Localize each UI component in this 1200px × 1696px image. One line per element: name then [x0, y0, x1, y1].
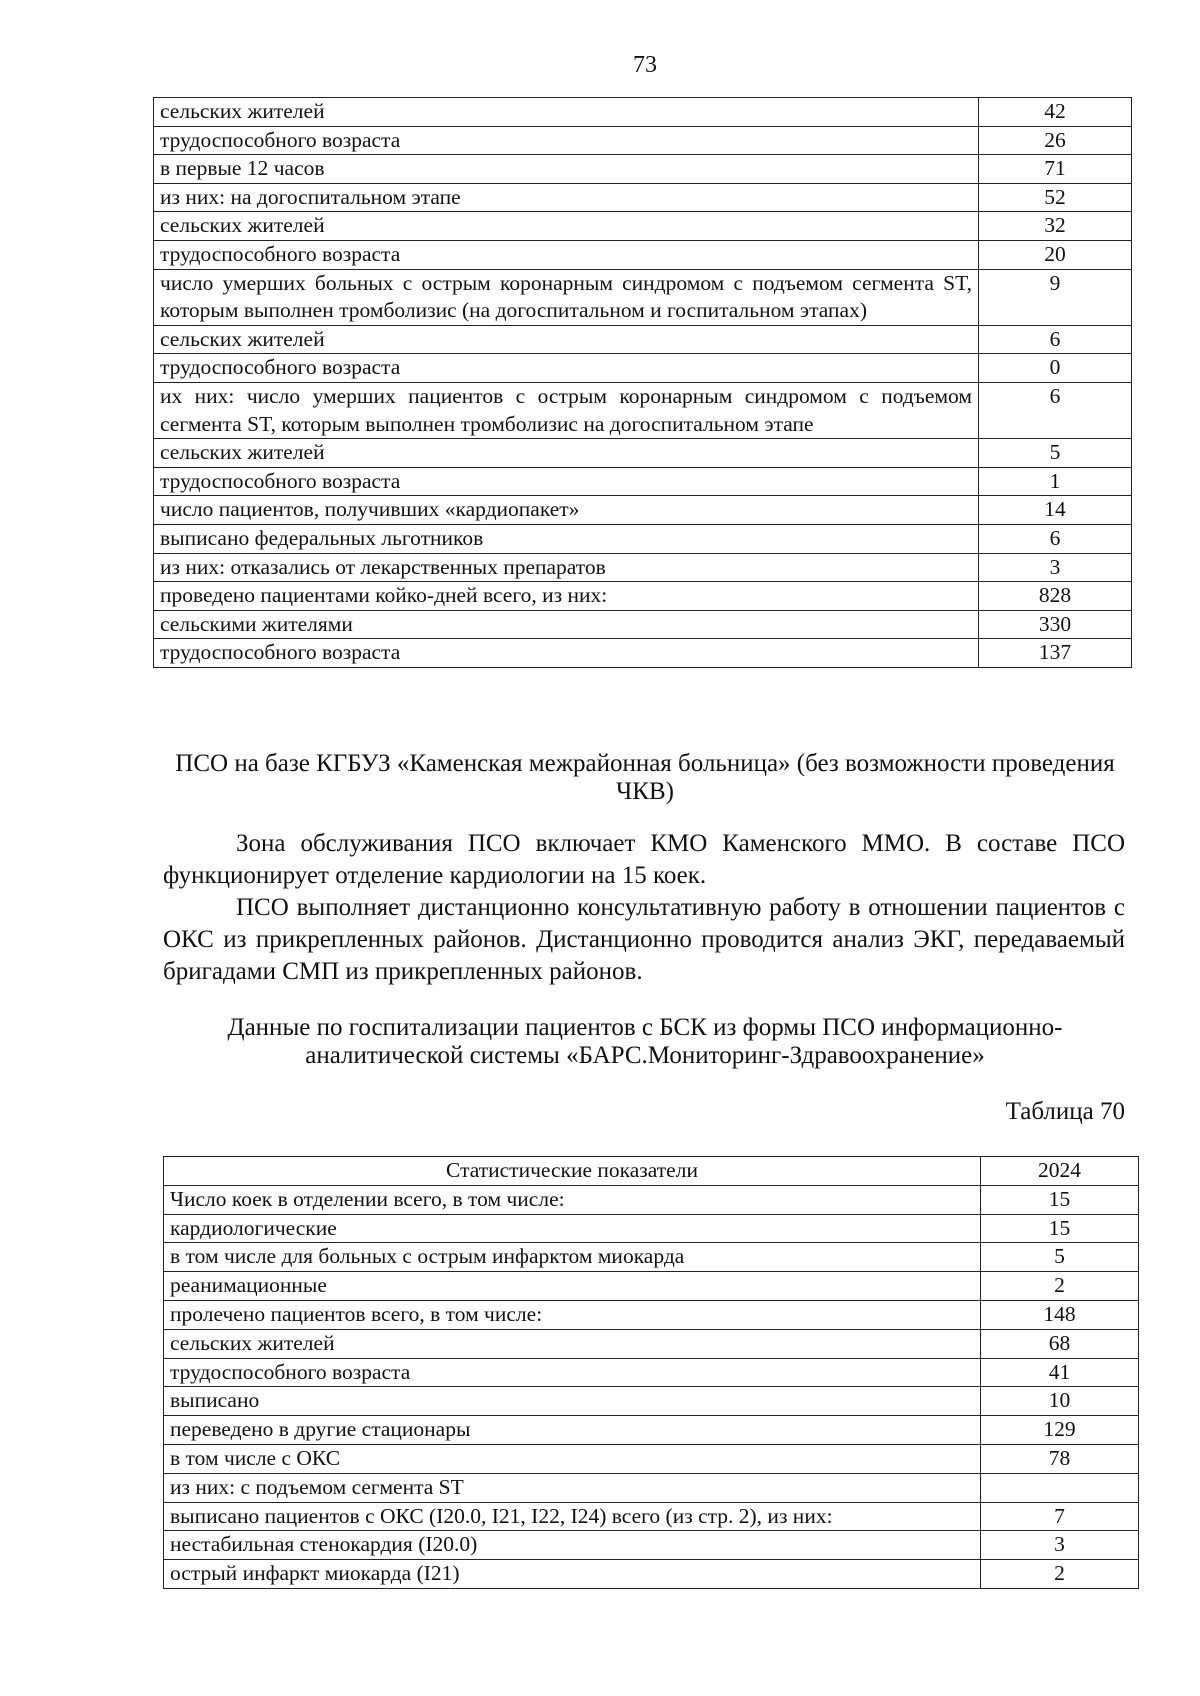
row-value: 71: [979, 155, 1132, 184]
row-label: сельских жителей: [154, 325, 979, 354]
table-row: [154, 126, 1132, 155]
table-row: [154, 496, 1132, 525]
row-label: число пациентов, получивших «кардиопакет»: [154, 496, 979, 525]
continuation-table: [153, 97, 1132, 668]
table-row: [154, 382, 1132, 438]
row-value: 42: [979, 98, 1132, 127]
table-row: [154, 240, 1132, 269]
table-row: [164, 1185, 1139, 1214]
row-label: сельских жителей: [154, 439, 979, 468]
row-value: 137: [979, 639, 1132, 668]
header-year: 2024: [981, 1157, 1139, 1186]
row-label: в первые 12 часов: [154, 155, 979, 184]
row-label: сельских жителей: [154, 98, 979, 127]
row-value: 129: [981, 1416, 1139, 1445]
row-label: трудоспособного возраста: [154, 354, 979, 383]
table-row: [164, 1560, 1139, 1589]
row-label: реанимационные: [164, 1272, 981, 1301]
row-value: 15: [981, 1214, 1139, 1243]
row-value: 330: [979, 610, 1132, 639]
row-label: из них: с подъемом сегмента ST: [164, 1473, 981, 1502]
row-value: 52: [979, 183, 1132, 212]
row-label: нестабильная стенокардия (I20.0): [164, 1531, 981, 1560]
row-label: сельских жителей: [154, 212, 979, 241]
row-value: 9: [979, 269, 1132, 325]
row-value: 15: [981, 1185, 1139, 1214]
table-row: [154, 212, 1132, 241]
row-value: 6: [979, 325, 1132, 354]
table-row: [164, 1387, 1139, 1416]
row-value: 14: [979, 496, 1132, 525]
row-label: трудоспособного возраста: [154, 126, 979, 155]
table-caption: Таблица 70: [1005, 1098, 1125, 1125]
row-value: 20: [979, 240, 1132, 269]
row-label: число умерших больных с острым коронарным синдромом с подъемом сегмента ST, которым выполнен тромболизис (на догоспитальном и госпитальном этапах): [154, 269, 979, 325]
table-row: [164, 1416, 1139, 1445]
row-value: 148: [981, 1300, 1139, 1329]
row-label: из них: на догоспитальном этапе: [154, 183, 979, 212]
row-value: 3: [979, 553, 1132, 582]
row-value: [981, 1473, 1139, 1502]
row-label: трудоспособного возраста: [154, 639, 979, 668]
row-label: проведено пациентами койко-дней всего, из них:: [154, 582, 979, 611]
row-value: 32: [979, 212, 1132, 241]
table-row: [164, 1214, 1139, 1243]
table-row: [164, 1243, 1139, 1272]
row-label: сельских жителей: [164, 1329, 981, 1358]
row-value: 7: [981, 1502, 1139, 1531]
row-label: в том числе для больных с острым инфарктом миокарда: [164, 1243, 981, 1272]
row-label: сельскими жителями: [154, 610, 979, 639]
row-value: 1: [979, 467, 1132, 496]
row-label: пролечено пациентов всего, в том числе:: [164, 1300, 981, 1329]
row-label: острый инфаркт миокарда (I21): [164, 1560, 981, 1589]
page-number: 73: [633, 52, 657, 78]
table-row: [164, 1502, 1139, 1531]
row-label: кардиологические: [164, 1214, 981, 1243]
row-label: трудоспособного возраста: [154, 240, 979, 269]
row-value: 5: [979, 439, 1132, 468]
data-heading: Данные по госпитализации пациентов с БСК из формы ПСО информационно-аналитической системы «БАРС.Мониторинг-Здравоохранение»: [227, 1014, 1063, 1069]
row-value: 3: [981, 1531, 1139, 1560]
row-label: Число коек в отделении всего, в том числе:: [164, 1185, 981, 1214]
row-label: их них: число умерших пациентов с острым коронарным синдромом с подъемом сегмента ST, которым выполнен тромболизис на догоспитальном этапе: [154, 382, 979, 438]
table-row: [164, 1300, 1139, 1329]
row-value: 5: [981, 1243, 1139, 1272]
paragraph-remote-consulting: ПСО выполняет дистанционно консультативную работу в отношении пациентов с ОКС из прикрепленных районов. Дистанционно проводится анализ ЭКГ, передаваемый бригадами СМП из прикрепленных районов.: [163, 894, 1125, 985]
table-row: [164, 1358, 1139, 1387]
table-row: [164, 1272, 1139, 1301]
row-label: в том числе с ОКС: [164, 1444, 981, 1473]
table-row: [154, 354, 1132, 383]
table-row: [164, 1473, 1139, 1502]
row-value: 2: [981, 1560, 1139, 1589]
row-label: трудоспособного возраста: [154, 467, 979, 496]
table-row: [154, 553, 1132, 582]
row-label: выписано федеральных льготников: [154, 524, 979, 553]
row-value: 6: [979, 382, 1132, 438]
row-value: 0: [979, 354, 1132, 383]
table-row: [154, 439, 1132, 468]
table-row: [154, 155, 1132, 184]
table-row: [154, 98, 1132, 127]
row-value: 2: [981, 1272, 1139, 1301]
row-label: выписано: [164, 1387, 981, 1416]
table-row: [164, 1329, 1139, 1358]
row-label: переведено в другие стационары: [164, 1416, 981, 1445]
table-row: [164, 1444, 1139, 1473]
row-label: из них: отказались от лекарственных препаратов: [154, 553, 979, 582]
row-value: 10: [981, 1387, 1139, 1416]
table-row: [154, 582, 1132, 611]
row-value: 6: [979, 524, 1132, 553]
table-header-row: [164, 1157, 1139, 1186]
row-value: 26: [979, 126, 1132, 155]
paragraph-service-zone: Зона обслуживания ПСО включает КМО Каменского ММО. В составе ПСО функционирует отделение кардиологии на 15 коек.: [163, 830, 1125, 889]
table-row: [154, 269, 1132, 325]
table-row: [154, 610, 1132, 639]
table-row: [164, 1531, 1139, 1560]
table-row: [154, 524, 1132, 553]
row-label: выписано пациентов с ОКС (I20.0, I21, I22, I24) всего (из стр. 2), из них:: [164, 1502, 981, 1531]
row-value: 68: [981, 1329, 1139, 1358]
row-value: 828: [979, 582, 1132, 611]
row-value: 78: [981, 1444, 1139, 1473]
table-70: [163, 1156, 1139, 1589]
table-row: [154, 325, 1132, 354]
table-row: [154, 639, 1132, 668]
table-row: [154, 467, 1132, 496]
row-value: 41: [981, 1358, 1139, 1387]
table-row: [154, 183, 1132, 212]
section-heading: ПСО на базе КГБУЗ «Каменская межрайонная больница» (без возможности проведения ЧКВ): [175, 750, 1115, 805]
header-indicators: Статистические показатели: [164, 1157, 981, 1186]
row-label: трудоспособного возраста: [164, 1358, 981, 1387]
